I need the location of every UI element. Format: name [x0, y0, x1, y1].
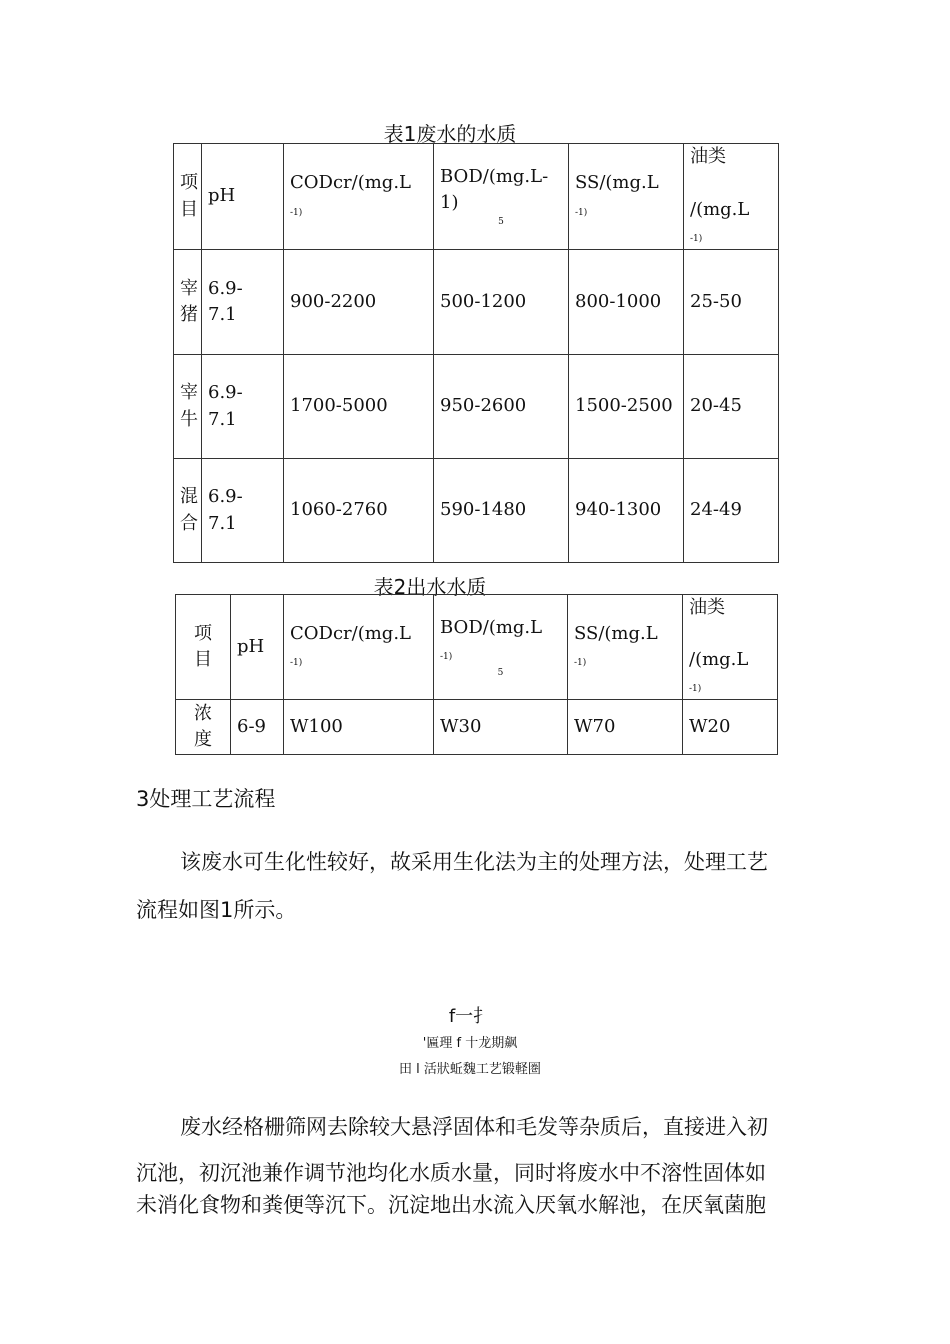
table1-caption: 表1废水的水质: [383, 122, 517, 146]
table2-header-ss: SS/(mg.L -1): [568, 595, 683, 700]
row-label: 宰 牛: [174, 355, 202, 459]
cell-ss: W70: [568, 700, 683, 755]
paragraph-intro: [136, 838, 826, 934]
paragraph-line: 流程如图1所示。: [136, 898, 297, 922]
cell-ph: 6.9- 7.1: [202, 355, 284, 459]
cell-ph: 6.9- 7.1: [202, 459, 284, 563]
table1: [173, 143, 779, 563]
figure-caption: 田 l 活狀蚯魏工艺锻軽圏: [399, 1062, 541, 1077]
cell-ss: 940-1300: [569, 459, 684, 563]
cell-cod: 1060-2760: [284, 459, 434, 563]
paragraph-line: 沉池，初沉池兼作调节池均化水质水量，同时将废水中不溶性固体如: [136, 1161, 766, 1185]
table2: [175, 594, 778, 755]
cell-cod: W100: [284, 700, 434, 755]
table1-header-bod: BOD/(mg.L-1) 5: [434, 144, 569, 250]
cell-ss: 800-1000: [569, 250, 684, 355]
cell-ph: 6.9- 7.1: [202, 250, 284, 355]
section-heading: 3处理工艺流程: [136, 787, 276, 811]
table-row: [174, 355, 779, 459]
table1-header-ph: pH: [202, 144, 284, 250]
table-row: [174, 459, 779, 563]
table2-header-row: [176, 595, 778, 700]
table1-header-row: [174, 144, 779, 250]
row-label: 浓 度: [176, 700, 231, 755]
figure-text-line2: '匾理 f 十龙期飙: [422, 1036, 518, 1051]
cell-oil: 20-45: [684, 355, 779, 459]
paragraph-line: 该废水可生化性较好，故采用生化法为主的处理方法，处理工艺: [180, 850, 768, 874]
cell-oil: 24-49: [684, 459, 779, 563]
table2-header-ph: pH: [231, 595, 284, 700]
cell-bod: 950-2600: [434, 355, 569, 459]
figure-text-line1: f一扌: [448, 1006, 492, 1027]
row-label: 混 合: [174, 459, 202, 563]
table1-header-item: 项 目: [174, 144, 202, 250]
cell-oil: 25-50: [684, 250, 779, 355]
table1-header-cod: CODcr/(mg.L -1): [284, 144, 434, 250]
paragraph-line: 废水经格栅筛网去除较大悬浮固体和毛发等杂质后，直接进入初: [180, 1115, 768, 1139]
table1-header-oil: 油类 /(mg.L -1): [684, 144, 779, 250]
table2-header-item: 项 目: [176, 595, 231, 700]
cell-bod: 500-1200: [434, 250, 569, 355]
table1-header-ss: SS/(mg.L -1): [569, 144, 684, 250]
cell-cod: 1700-5000: [284, 355, 434, 459]
cell-ss: 1500-2500: [569, 355, 684, 459]
table2-caption: 表2出水水质: [373, 575, 487, 599]
table2-header-bod: BOD/(mg.L -1) 5: [434, 595, 568, 700]
cell-cod: 900-2200: [284, 250, 434, 355]
paragraph-process: [136, 1104, 836, 1228]
row-label: 宰 猪: [174, 250, 202, 355]
table2-header-cod: CODcr/(mg.L -1): [284, 595, 434, 700]
table-row: [176, 700, 778, 755]
cell-ph: 6-9: [231, 700, 284, 755]
paragraph-line: 未消化食物和粪便等沉下。沉淀地出水流入厌氧水解池，在厌氧菌胞: [136, 1193, 766, 1217]
table2-header-oil: 油类 /(mg.L -1): [683, 595, 778, 700]
cell-bod: 590-1480: [434, 459, 569, 563]
table-row: [174, 250, 779, 355]
cell-oil: W20: [683, 700, 778, 755]
cell-bod: W30: [434, 700, 568, 755]
